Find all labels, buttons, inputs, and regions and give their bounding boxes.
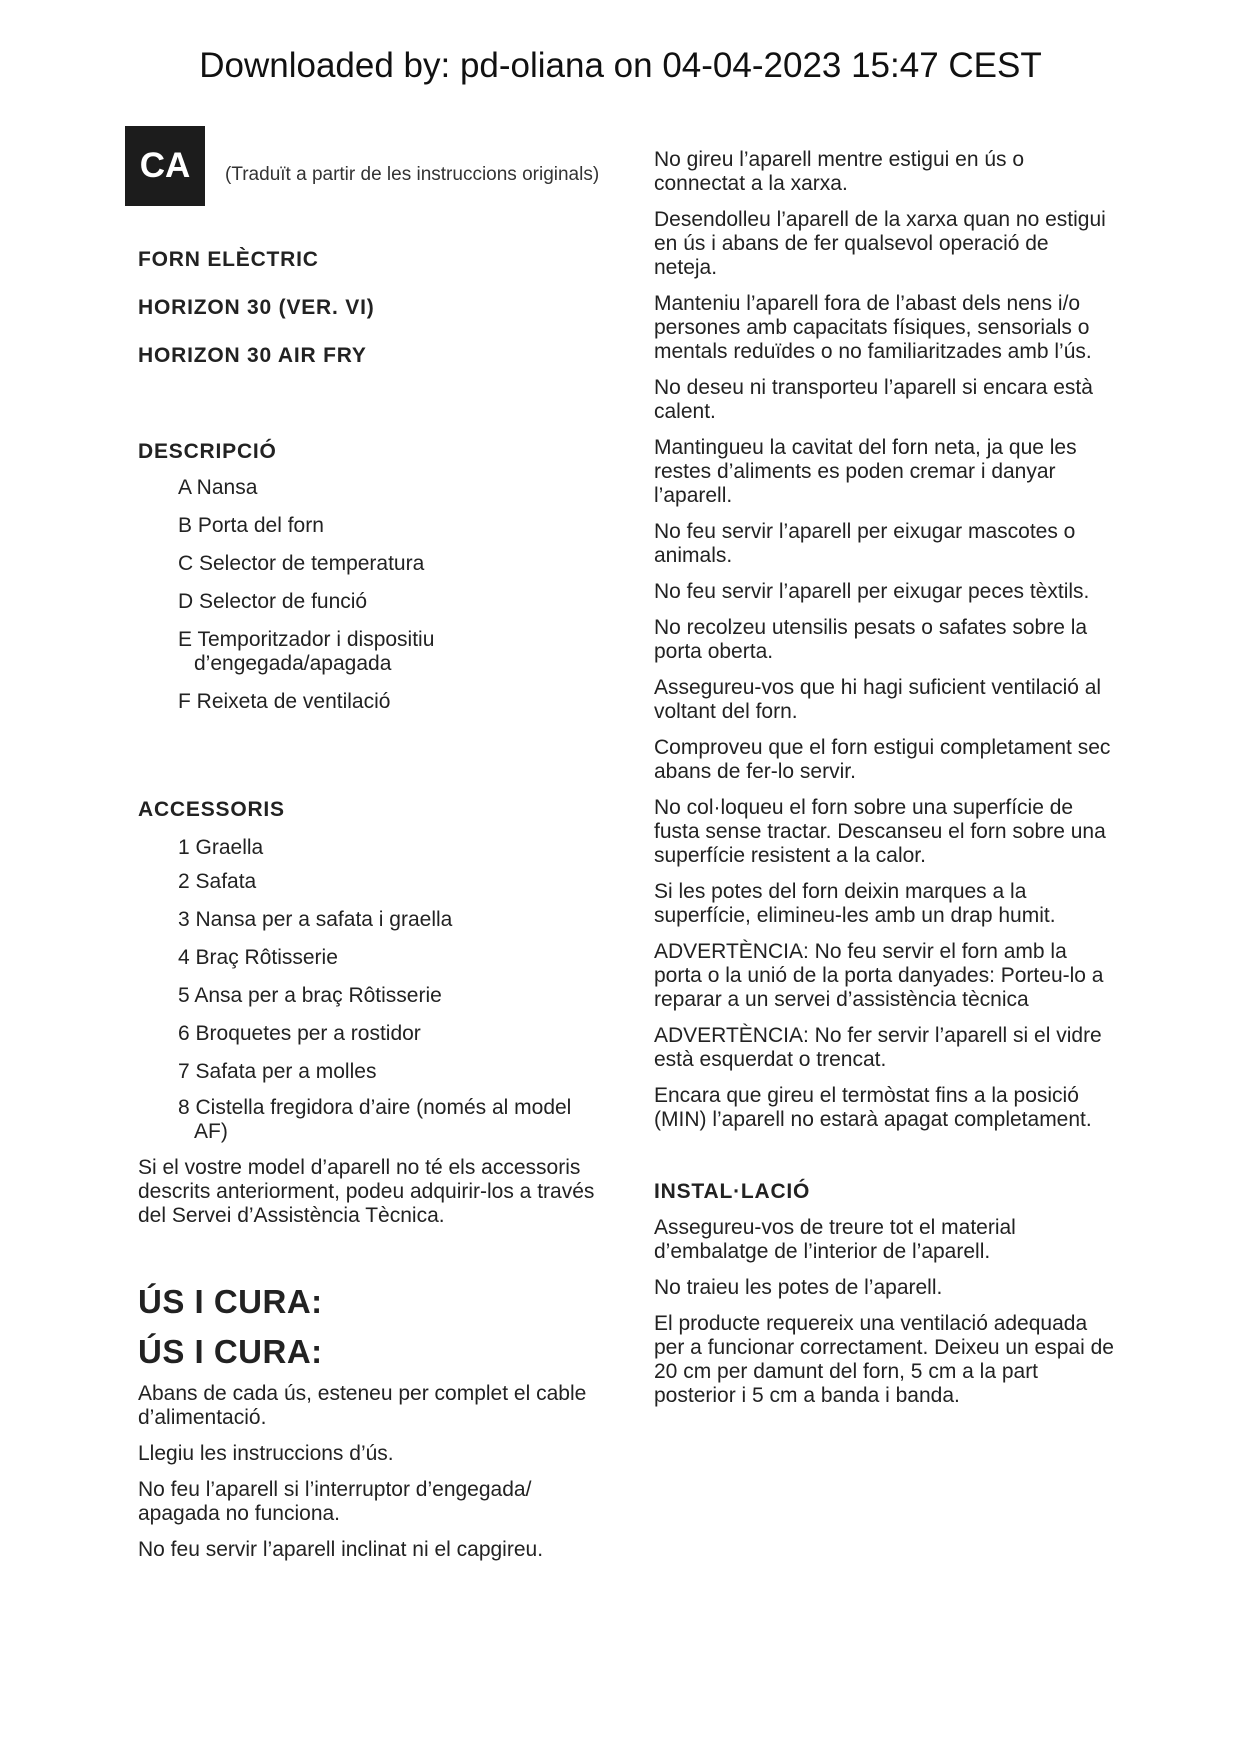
right-column xyxy=(654,148,1114,1408)
model-name-2: HORIZON 30 AIR FRY xyxy=(138,344,367,367)
download-notice: Downloaded by: pd-oliana on 04-04-2023 15:47 CEST xyxy=(199,46,1042,85)
description-item: F Reixeta de ventilació xyxy=(178,690,391,713)
installation-title: INSTAL·LACIÓ xyxy=(654,1180,811,1203)
accessory-item: 5 Ansa per a braç Rôtisserie xyxy=(178,984,442,1007)
use-care-paragraph: Abans de cada ús, esteneu per complet el cable d’alimentació. xyxy=(138,1382,587,1429)
warning-paragraph: ADVERTÈNCIA: No fer servir l’aparell si el vidre està esquerdat o trencat. xyxy=(654,1024,1102,1071)
safety-paragraph: Desendolleu l’aparell de la xarxa quan no estigui en ús i abans de fer qualsevol operació de neteja. xyxy=(654,208,1106,279)
safety-paragraph: Assegureu-vos que hi hagi suficient ventilació al voltant del forn. xyxy=(654,676,1102,723)
safety-paragraph: No col·loqueu el forn sobre una superfície de fusta sense tractar. Descanseu el forn sobre una superfície resistent a la calor. xyxy=(654,796,1106,867)
description-item: C Selector de temperatura xyxy=(178,552,425,575)
use-care-paragraph: No feu servir l’aparell inclinat ni el capgireu. xyxy=(138,1538,544,1561)
description-item: B Porta del forn xyxy=(178,514,324,537)
safety-paragraph: Encara que gireu el termòstat fins a la posició (MIN) l’aparell no estarà apagat completament. xyxy=(654,1084,1092,1131)
safety-paragraph: No deseu ni transporteu l’aparell si encara està calent. xyxy=(654,376,1093,423)
model-name-1: HORIZON 30 (VER. VI) xyxy=(138,296,375,319)
safety-paragraph: Mantingueu la cavitat del forn neta, ja que les restes d’aliments es poden cremar i danyar l’aparell. xyxy=(654,436,1077,507)
safety-paragraph: Manteniu l’aparell fora de l’abast dels nens i/o persones amb capacitats físiques, sensorials o mentals reduïdes o no familiaritzades amb l’ús. xyxy=(654,292,1092,363)
use-care-title-repeat: ÚS I CURA: xyxy=(138,1333,323,1370)
language-badge: CA xyxy=(125,126,205,206)
safety-paragraph: No feu servir l’aparell per eixugar mascotes o animals. xyxy=(654,520,1076,567)
installation-paragraph: Assegureu-vos de treure tot el material d’embalatge de l’interior de l’aparell. xyxy=(654,1216,1016,1263)
accessory-item: 8 Cistella fregidora d’aire (només al model AF) xyxy=(178,1096,572,1143)
installation-paragraph: El producte requereix una ventilació adequada per a funcionar correctament. Deixeu un espai de 20 cm per damunt del forn, 5 cm a la part posterior i 5 cm a banda i banda. xyxy=(654,1312,1114,1407)
accessory-item: 6 Broquetes per a rostidor xyxy=(178,1022,421,1045)
description-item: E Temporitzador i dispositiu d’engegada/apagada xyxy=(178,628,435,675)
left-column xyxy=(138,248,608,1562)
use-care-paragraph: No feu l’aparell si l’interruptor d’engegada/ apagada no funciona. xyxy=(138,1478,532,1525)
description-item: A Nansa xyxy=(178,476,258,499)
accessory-item: 7 Safata per a molles xyxy=(178,1060,377,1083)
safety-paragraph: No gireu l’aparell mentre estigui en ús o connectat a la xarxa. xyxy=(654,148,1025,195)
use-care-title: ÚS I CURA: xyxy=(138,1283,323,1320)
accessory-item: 4 Braç Rôtisserie xyxy=(178,946,338,969)
safety-paragraph: No recolzeu utensilis pesats o safates sobre la porta oberta. xyxy=(654,616,1088,663)
product-name: FORN ELÈCTRIC xyxy=(138,248,319,271)
accessories-title: ACCESSORIS xyxy=(138,798,285,821)
accessory-item: 1 Graella xyxy=(178,836,264,859)
accessory-item: 2 Safata xyxy=(178,870,257,893)
safety-paragraph: Si les potes del forn deixin marques a la superfície, elimineu-les amb un drap humit. xyxy=(654,880,1056,927)
warning-paragraph: ADVERTÈNCIA: No feu servir el forn amb la porta o la unió de la porta danyades: Porteu-lo a reparar a un servei d’assistència tècnica xyxy=(654,940,1104,1011)
safety-paragraph: Comproveu que el forn estigui completament sec abans de fer-lo servir. xyxy=(654,736,1111,783)
safety-paragraph: No feu servir l’aparell per eixugar peces tèxtils. xyxy=(654,580,1090,603)
description-title: DESCRIPCIÓ xyxy=(138,440,277,463)
installation-paragraph: No traieu les potes de l’aparell. xyxy=(654,1276,943,1299)
translation-note: (Traduït a partir de les instruccions originals) xyxy=(225,164,600,185)
accessories-note: Si el vostre model d’aparell no té els accessoris descrits anteriorment, podeu adquirir-los a través del Servei d’Assistència Tècnica. xyxy=(138,1156,595,1227)
description-item: D Selector de funció xyxy=(178,590,368,613)
accessory-item: 3 Nansa per a safata i graella xyxy=(178,908,453,931)
use-care-paragraph: Llegiu les instruccions d’ús. xyxy=(138,1442,394,1465)
